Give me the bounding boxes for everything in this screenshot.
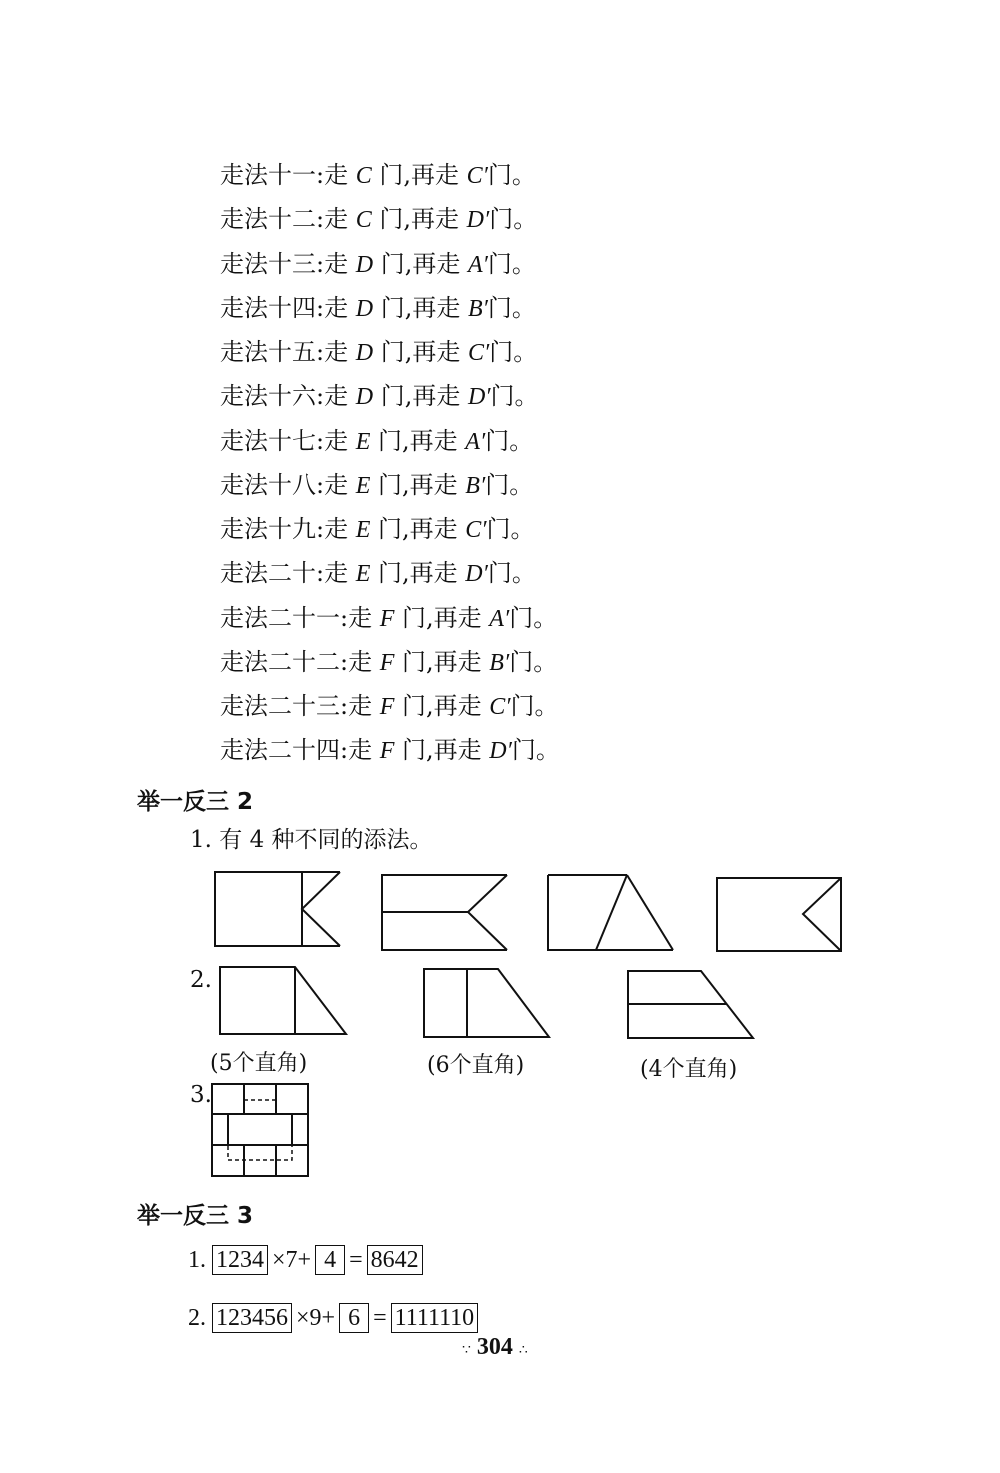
page-number-value: 304 — [476, 1334, 513, 1360]
figure-caption: (5个直角) — [210, 1051, 308, 1076]
route-line: 走法十七:走 E 门,再走 A′门。 — [220, 427, 534, 455]
equation-1 — [188, 1245, 425, 1275]
equation-number: 2. — [188, 1304, 206, 1331]
answer-figure-q2-b — [422, 967, 554, 1039]
section-heading: 举一反三 3 — [137, 1203, 254, 1229]
route-line: 走法十九:走 E 门,再走 C′门。 — [220, 515, 535, 543]
route-line: 走法二十三:走 F 门,再走 C′门。 — [220, 692, 559, 720]
answer-figure-4 — [715, 876, 845, 956]
route-line: 走法二十:走 E 门,再走 D′门。 — [220, 559, 536, 587]
answer-box: 8642 — [367, 1245, 423, 1275]
question-2-number: 2. — [190, 967, 212, 993]
question-1-text: 1. 有 4 种不同的添法。 — [190, 827, 433, 853]
answer-figure-q3-grid — [210, 1082, 312, 1180]
answer-figure-2 — [380, 874, 510, 954]
answer-box: 1111110 — [391, 1303, 479, 1333]
answer-box: 4 — [315, 1245, 345, 1275]
route-line: 走法十四:走 D 门,再走 B′门。 — [220, 294, 536, 322]
operator: ×9+ — [296, 1304, 336, 1331]
route-line: 走法十二:走 C 门,再走 D′门。 — [220, 205, 538, 233]
question-3-number: 3. — [190, 1082, 212, 1108]
answer-box: 6 — [339, 1303, 369, 1333]
figure-caption: (4个直角) — [640, 1057, 738, 1082]
route-line: 走法二十一:走 F 门,再走 A′门。 — [220, 604, 558, 632]
route-line: 走法十六:走 D 门,再走 D′门。 — [220, 382, 539, 410]
page-number — [462, 1334, 528, 1361]
equation-number: 1. — [188, 1246, 206, 1273]
answer-figure-q2-c — [626, 968, 758, 1040]
route-line: 走法二十二:走 F 门,再走 B′门。 — [220, 648, 558, 676]
route-line: 走法十八:走 E 门,再走 B′门。 — [220, 471, 534, 499]
answer-figure-1 — [214, 870, 344, 950]
figure-caption: (6个直角) — [427, 1053, 525, 1078]
page-number-left-mark: ∵ — [462, 1343, 471, 1358]
route-line: 走法十一:走 C 门,再走 C′门。 — [220, 161, 536, 189]
operator: = — [373, 1304, 387, 1331]
section-heading: 举一反三 2 — [137, 789, 254, 815]
answer-box: 1234 — [212, 1245, 268, 1275]
equation-2 — [188, 1303, 480, 1333]
page-number-right-mark: ∴ — [518, 1343, 528, 1358]
answer-box: 123456 — [212, 1303, 292, 1333]
route-line: 走法二十四:走 F 门,再走 D′门。 — [220, 736, 560, 764]
operator: ×7+ — [272, 1246, 312, 1273]
route-line: 走法十三:走 D 门,再走 A′门。 — [220, 250, 536, 278]
answer-figure-3 — [546, 874, 676, 954]
route-line: 走法十五:走 D 门,再走 C′门。 — [220, 338, 538, 366]
answer-figure-q2-a — [218, 965, 350, 1037]
operator: = — [349, 1246, 363, 1273]
